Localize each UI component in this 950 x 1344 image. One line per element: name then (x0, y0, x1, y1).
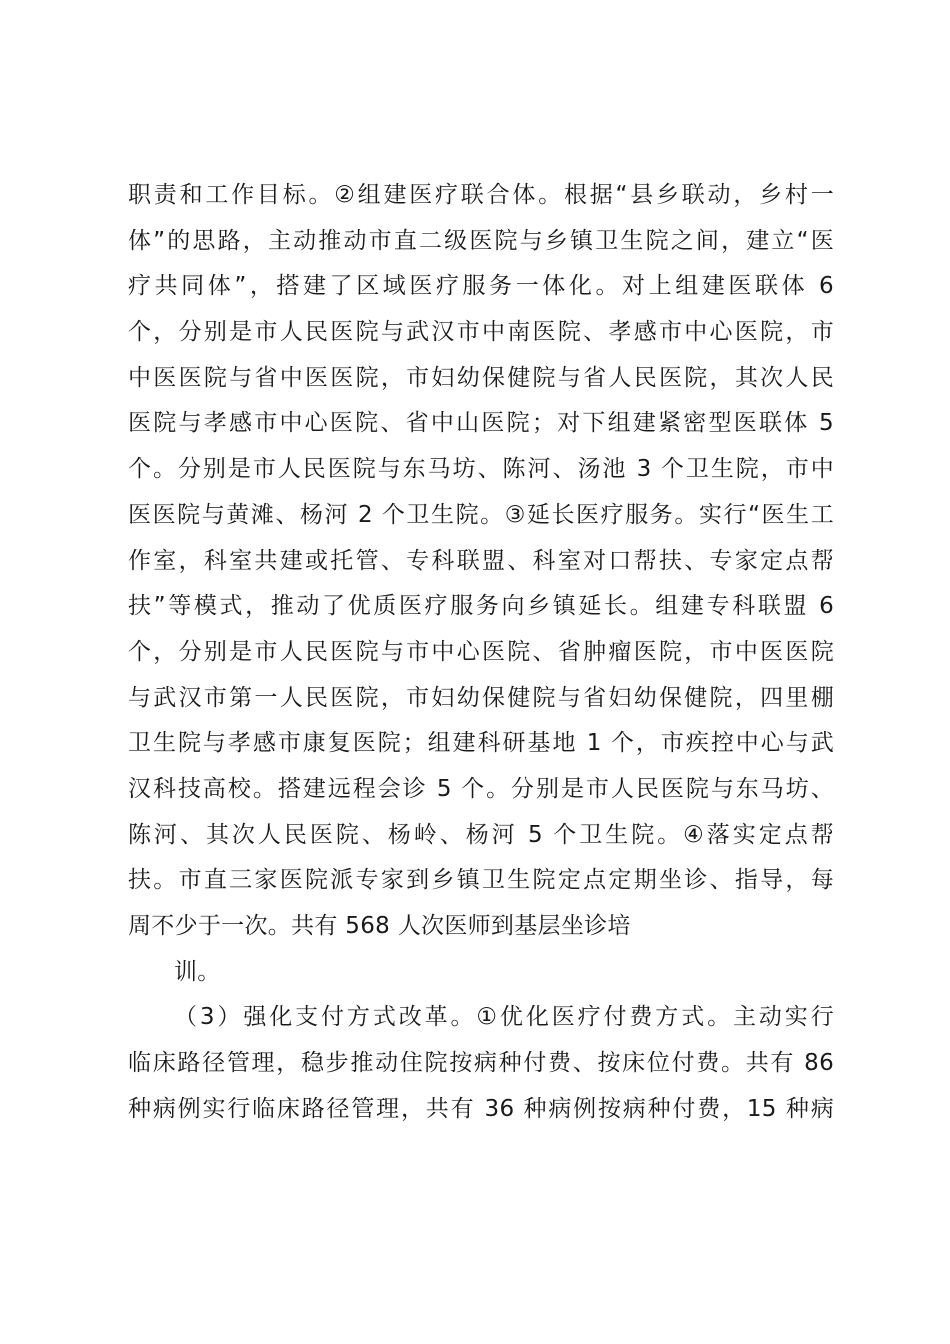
text-line: 个。分别是市人民医院与东马坊、陈河、汤池 3 个卫生院，市中 (128, 456, 834, 483)
text-line: 个，分别是市人民医院与武汉市中南医院、孝感市中心医院，市 (128, 319, 834, 346)
paragraph-start-line: （3）强化支付方式改革。①优化医疗付费方式。主动实行 (174, 1004, 834, 1031)
text-line: 医院与孝感市中心医院、省中山医院；对下组建紧密型医联体 5 (128, 410, 834, 437)
text-line: 种病例实行临床路径管理，共有 36 种病例按病种付费，15 种病 (128, 1095, 834, 1122)
text-line: 周不少于一次。共有 568 人次医师到基层坐诊培 (128, 913, 631, 939)
text-line: 陈河、其次人民医院、杨岭、杨河 5 个卫生院。④落实定点帮 (128, 821, 834, 848)
text-line: 疗共同体”，搭建了区域医疗服务一体化。对上组建医联体 6 (128, 273, 834, 300)
text-line: 扶。市直三家医院派专家到乡镇卫生院定点定期坐诊、指导，每 (128, 867, 834, 894)
text-line: 职责和工作目标。②组建医疗联合体。根据“县乡联动，乡村一 (128, 182, 834, 208)
text-line: 训。 (174, 958, 221, 985)
text-line: 体”的思路，主动推动市直二级医院与乡镇卫生院之间，建立“医 (128, 227, 834, 254)
text-line: 医医院与黄滩、杨河 2 个卫生院。③延长医疗服务。实行“医生工 (128, 501, 834, 528)
text-line: 卫生院与孝感市康复医院；组建科研基地 1 个，市疾控中心与武 (128, 730, 834, 757)
text-line: 中医医院与省中医医院，市妇幼保健院与省人民医院，其次人民 (128, 364, 834, 391)
text-line: 作室，科室共建或托管、专科联盟、科室对口帮扶、专家定点帮 (128, 547, 834, 574)
text-line: 与武汉市第一人民医院，市妇幼保健院与省妇幼保健院，四里棚 (128, 684, 834, 711)
text-line: 汉科技高校。搭建远程会诊 5 个。分别是市人民医院与东马坊、 (128, 775, 834, 802)
text-line: 临床路径管理，稳步推动住院按病种付费、按床位付费。共有 86 (128, 1050, 834, 1077)
text-line: 扶”等模式，推动了优质医疗服务向乡镇延长。组建专科联盟 6 (128, 593, 834, 620)
text-line: 个，分别是市人民医院与市中心医院、省肿瘤医院，市中医医院 (128, 638, 834, 665)
body-text (128, 173, 834, 1132)
